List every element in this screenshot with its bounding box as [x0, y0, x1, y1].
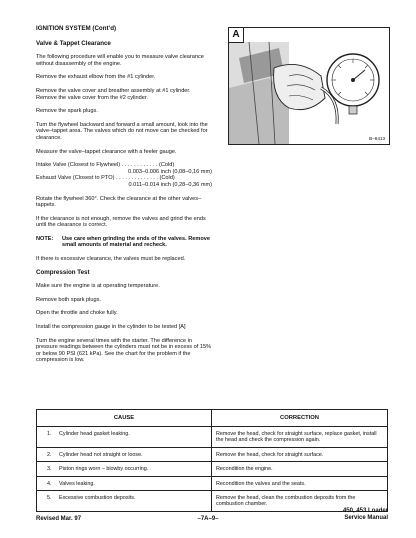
section-title: IGNITION SYSTEM (Cont’d): [36, 25, 117, 32]
footer-page-number: –7A–9–: [197, 516, 219, 522]
row-number: 3.: [47, 466, 52, 473]
footer-manual-title: [343, 508, 388, 522]
compression-paragraph: Make sure the engine is at operating temperature.: [36, 283, 160, 290]
table-row: [37, 491, 388, 512]
valve-paragraph: If there is excessive clearance, the valves must be replaced.: [36, 256, 186, 263]
correction-cell: Recondition the engine.: [212, 462, 388, 476]
valve-heading: Valve & Tappet Clearance: [36, 39, 111, 47]
intake-spec-label: Intake Valve (Closest to Flywheel) . . . . . . . . . . . . (Cold): [36, 162, 175, 169]
cause-text: Piston rings worn – blowby occurring.: [59, 466, 149, 473]
correction-cell: Remove the head, check for straight surface, replace gasket, install the head and check the compression again.: [212, 427, 388, 448]
compression-paragraph: Open the throttle and choke fully.: [36, 310, 118, 317]
compression-heading: Compression Test: [36, 268, 90, 276]
row-number: 2.: [47, 451, 52, 458]
cause-cell: [37, 491, 212, 512]
cause-cell: [37, 462, 212, 476]
correction-cell: Recondition the valves and the seats.: [212, 476, 388, 490]
footer-manual: Service Manual: [344, 515, 388, 521]
compression-paragraph: Remove both spark plugs.: [36, 296, 101, 303]
cause-cell: [37, 427, 212, 448]
valve-paragraph: Remove the valve cover and breather assembly at #1 cylinder. Remove the valve cover from the #2 cylinder.: [36, 87, 191, 101]
correction-cell: Remove the head, clean the combustion deposits from the combustion chamber.: [212, 491, 388, 512]
left-column: [36, 26, 212, 371]
figure-letter: A: [229, 28, 244, 43]
valve-paragraph: Remove the spark plugs.: [36, 108, 98, 115]
table-row: [37, 427, 388, 448]
table-row: [37, 462, 388, 476]
correction-cell: Remove the head, check for straight surface.: [212, 447, 388, 461]
spec-block: [36, 162, 212, 188]
valve-paragraph: Rotate the flywheel 360°. Check the clearance at the other valves–tappets.: [36, 195, 202, 209]
cause-text: Cylinder head gasket leaking.: [59, 431, 130, 437]
table-row: [37, 447, 388, 461]
cause-text: Excessive combustion deposits.: [59, 495, 136, 502]
cause-text: Cylinder head not straight or loose.: [59, 451, 143, 458]
valve-paragraph: Measure the valve–tappet clearance with a feeler gauge.: [36, 148, 177, 155]
intake-spec-value: 0.003–0.006 inch (0,08–0,16 mm): [128, 168, 212, 175]
valve-paragraph: Turn the flywheel backward and forward a small amount, look into the valve–tappet area. The valves which do not move can be checked for clearance.: [36, 121, 208, 141]
compression-paragraph: Install the compression gauge in the cylinder to be tested [A]: [36, 324, 186, 331]
valve-paragraph: The following procedure will enable you to measure valve clearance without disassembly of the engine.: [36, 54, 204, 67]
cause-text: Valves leaking.: [59, 480, 95, 487]
cause-cell: [37, 447, 212, 461]
footer-model: 450, 453 Loader: [342, 508, 388, 514]
note-label: NOTE:: [36, 235, 54, 242]
row-number: 5.: [47, 495, 52, 502]
note-block: [36, 236, 212, 249]
compression-paragraph: Turn the engine several times with the starter. The difference in pressure readings between the cylinders must not be in excess of 15% or below 90 PSI (621 kPa). See the chart for the problem if the compression is low.: [36, 337, 212, 364]
correction-header: CORRECTION: [212, 410, 388, 427]
valve-paragraph: If the clearance is not enough, remove the valves and grind the ends until the clearance is correct.: [36, 215, 206, 229]
compression-gauge-illustration: [229, 28, 389, 144]
exhaust-spec-value: 0.011–0.014 inch (0,28–0,36 mm): [128, 181, 212, 188]
figure-a: [228, 27, 390, 145]
compression-troubleshooting-table: [36, 409, 388, 512]
figure-reference: B–6413: [369, 136, 385, 141]
cause-cell: [37, 476, 212, 490]
row-number: 1.: [47, 431, 52, 437]
table-row: [37, 476, 388, 490]
footer-revision: Revised Mar. 97: [36, 516, 82, 522]
row-number: 4.: [47, 480, 52, 487]
exhaust-spec-label: Exhaust Valve (Closest to PTO) . . . . . . . . . . . . . . (Cold): [36, 175, 175, 182]
table-header-row: [37, 410, 388, 427]
note-text: Use care when grinding the ends of the valves. Remove small amounts of material and recheck.: [62, 235, 210, 249]
cause-header: CAUSE: [37, 410, 212, 427]
valve-paragraph: Remove the exhaust elbow from the #1 cylinder.: [36, 74, 156, 81]
